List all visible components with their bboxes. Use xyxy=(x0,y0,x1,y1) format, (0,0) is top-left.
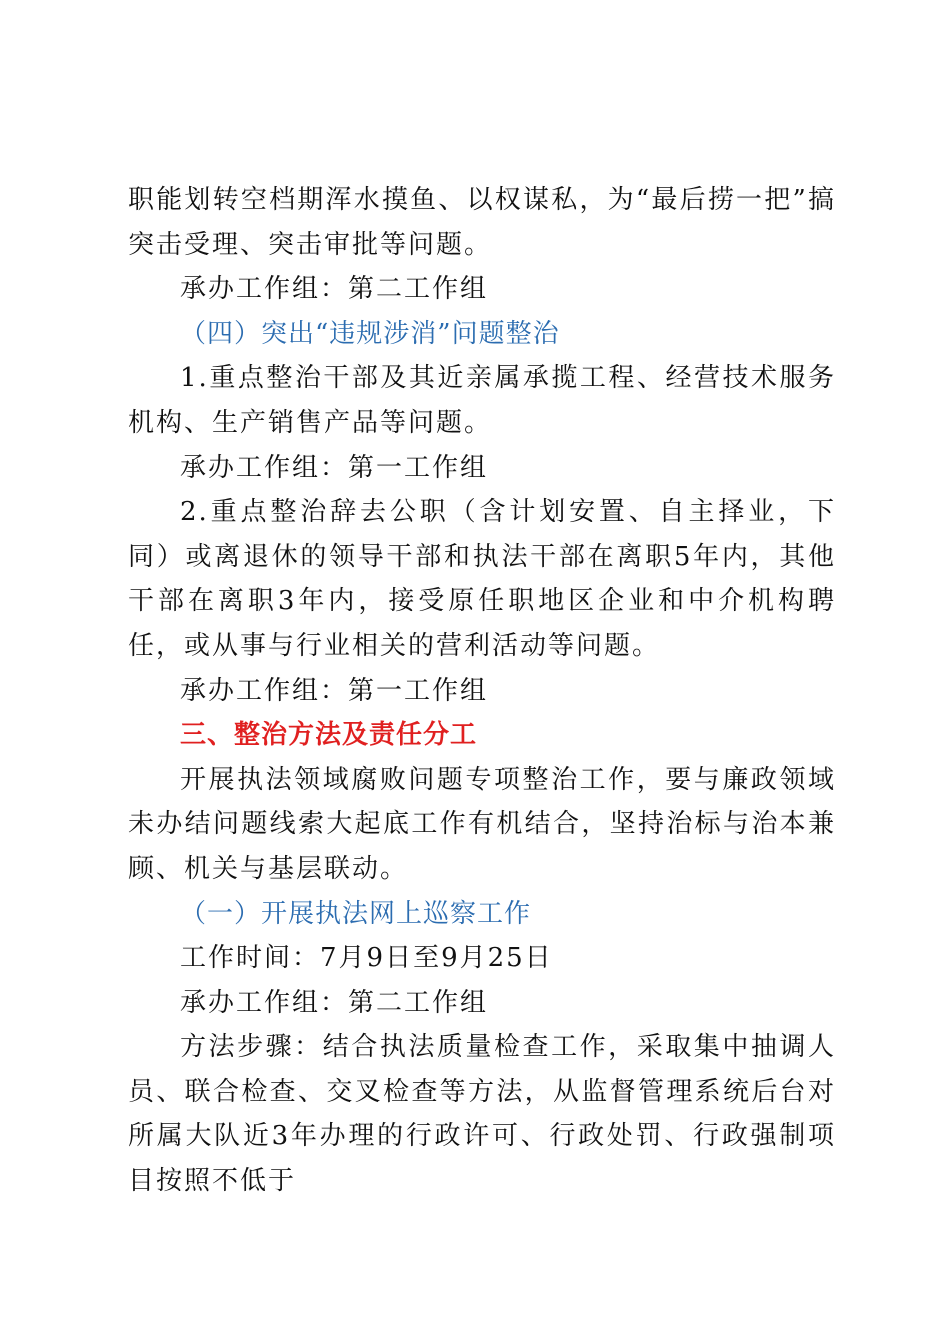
subheading-four: （四）突出“违规涉消”问题整治 xyxy=(180,318,560,349)
paragraph-item-2: 2.重点整治辞去公职（含计划安置、自主择业，下同）或离退休的领导干部和执法干部在离职5年内，其他干部在离职3年内，接受原任职地区企业和中介机构聘任，或从事与行业相关的营利活动等问题。 xyxy=(128,497,836,661)
paragraph-section-intro: 开展执法领域腐败问题专项整治工作，要与廉政领域未办结问题线索大起底工作有机结合，坚持治标与治本兼顾、机关与基层联动。 xyxy=(128,764,836,884)
paragraph-undertaking-group: 承办工作组：第一工作组 xyxy=(180,675,489,706)
paragraph-undertaking-group: 承办工作组：第二工作组 xyxy=(180,987,489,1018)
section-heading-three: 三、整治方法及责任分工 xyxy=(180,720,478,751)
paragraph-undertaking-group: 承办工作组：第二工作组 xyxy=(180,274,489,305)
document-body xyxy=(128,178,836,1204)
paragraph-item-1: 1.重点整治干部及其近亲属承揽工程、经营技术服务机构、生产销售产品等问题。 xyxy=(128,363,836,438)
paragraph-continuation: 职能划转空档期浑水摸鱼、以权谋私，为“最后捞一把”搞突击受理、突击审批等问题。 xyxy=(128,185,836,260)
paragraph-undertaking-group: 承办工作组：第一工作组 xyxy=(180,452,489,483)
paragraph-work-time: 工作时间：7月9日至9月25日 xyxy=(180,943,553,974)
paragraph-method-steps: 方法步骤：结合执法质量检查工作，采取集中抽调人员、联合检查、交叉检查等方法，从监督管理系统后台对所属大队近3年办理的行政许可、行政处罚、行政强制项目按照不低于 xyxy=(128,1032,836,1197)
subheading-one: （一）开展执法网上巡察工作 xyxy=(180,898,532,929)
